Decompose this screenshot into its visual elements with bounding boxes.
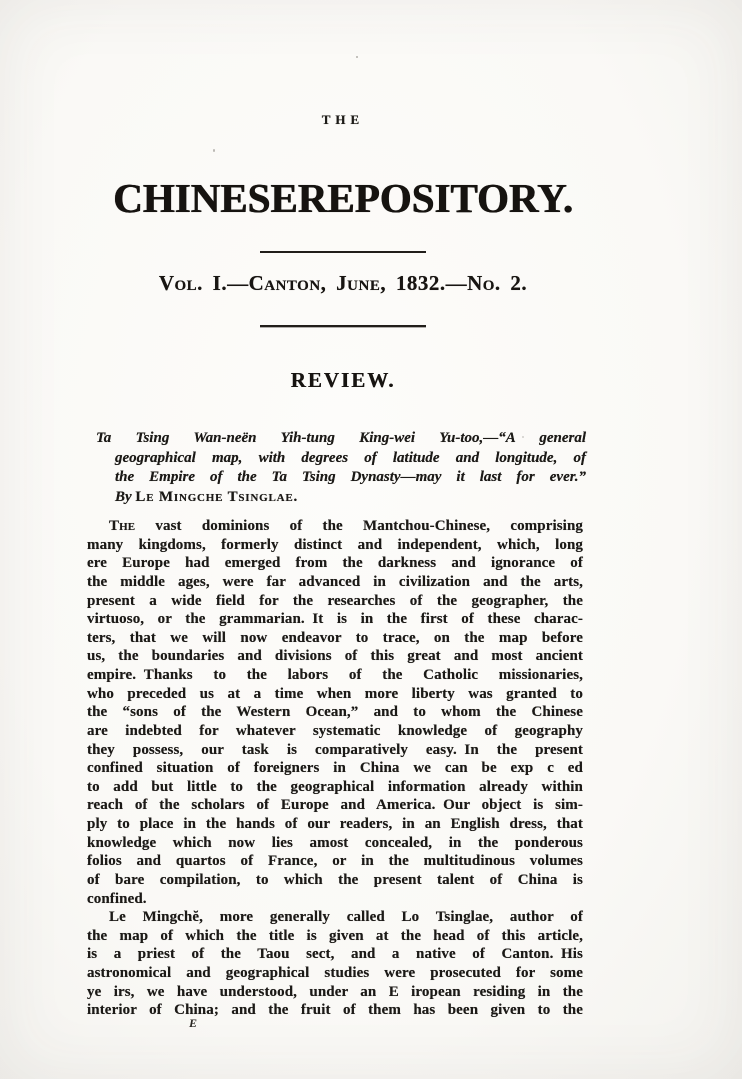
text-line <box>87 592 583 611</box>
text-run: is a priest of the Taou sect, and a native of Canton. His <box>87 946 583 963</box>
text-run: to add but little to the geographical information already within <box>87 778 583 795</box>
text-line <box>87 685 583 704</box>
journal-title: CHINESEREPOSITORY. <box>113 175 573 221</box>
text-run: ply to place in the hands of our readers, in an English dress, that <box>87 816 583 832</box>
text-line <box>87 908 583 927</box>
text-run: confined. <box>87 890 147 907</box>
text-line <box>87 573 583 592</box>
text-line <box>87 945 583 964</box>
section-heading: REVIEW. <box>290 368 396 392</box>
text-run: the “sons of the Western Ocean,” and to whom the Chinese <box>87 704 583 721</box>
scan-speck <box>213 149 215 152</box>
text-line <box>87 741 583 760</box>
text-line <box>87 852 583 871</box>
paragraph-2 <box>87 908 583 1020</box>
text-line <box>87 890 583 909</box>
text-line <box>87 629 583 648</box>
text-line <box>87 610 583 629</box>
text-run: of bare compilation, to which the present talent of China is <box>87 871 583 888</box>
text-run: reach of the scholars of Europe and America. Our object is sim- <box>87 797 583 814</box>
text-run: interior of China; and the fruit of them has been given to the <box>87 1002 583 1019</box>
masthead-the: THE <box>321 112 365 127</box>
text-run: confined situation of foreigners in China we can be exp c ed <box>87 760 583 777</box>
text-line <box>96 488 586 508</box>
text-run: The <box>109 518 136 534</box>
text-run: ters, that we will now endeavor to trace, on the map before <box>87 629 583 646</box>
divider-rule-top <box>260 251 426 253</box>
text-line <box>87 647 583 666</box>
text-run: knowledge which now lies amost concealed, in the ponderous <box>87 834 583 851</box>
text-run: virtuoso, or the grammarian. It is in the first of these charac- <box>87 611 583 628</box>
text-line <box>87 796 583 815</box>
text-run: vast dominions of the Mantchou-Chinese, comprising <box>135 518 583 534</box>
text-line <box>96 468 586 488</box>
text-run: who preceded us at a time when more liberty was granted to <box>87 685 583 702</box>
text-run: many kingdoms, formerly distinct and independent, which, long <box>87 536 583 553</box>
text-run: folios and quartos of France, or in the multitudinous volumes <box>87 853 583 870</box>
text-run: ye irs, we have understood, under an E iropean residing in the <box>87 983 583 1000</box>
text-run: the Empire of the Ta Tsing Dynasty—may it last for ever.” <box>115 469 586 486</box>
volume-dateline: Vol. I.—Canton, June, 1832.—No. 2. <box>158 271 528 295</box>
text-run: geographical map, with degrees of latitude and longitude, of <box>115 449 586 466</box>
text-run: Le Mingche Tsinglae. <box>135 488 299 505</box>
scan-speck <box>356 56 358 58</box>
text-line <box>87 722 583 741</box>
article-citation <box>96 429 586 507</box>
text-line <box>87 759 583 778</box>
text-run: empire. Thanks to the labors of the Catholic missionaries, <box>87 667 583 683</box>
text-line <box>87 964 583 983</box>
text-run: Le Mingchĕ, more generally called Lo Tsinglae, author of <box>109 909 583 926</box>
text-line <box>87 834 583 853</box>
text-line <box>87 554 583 573</box>
paragraph-1 <box>87 517 583 908</box>
text-run: the middle ages, were far advanced in civilization and the arts, <box>87 573 583 590</box>
text-run: present a wide field for the researches of the geographer, the <box>87 592 583 609</box>
text-run: astronomical and geographical studies were prosecuted for some <box>87 965 583 981</box>
text-line <box>87 927 583 946</box>
text-line <box>96 429 586 449</box>
text-line <box>87 703 583 722</box>
text-run: the map of which the title is given at the head of this article, <box>87 927 583 944</box>
text-run: By <box>115 488 136 505</box>
text-line <box>96 449 586 469</box>
text-run: are indebted for whatever systematic knowledge of geography <box>87 722 583 739</box>
text-line <box>87 983 583 1002</box>
signature-mark: E <box>189 1016 198 1030</box>
text-run: they possess, our task is comparatively easy. In the present <box>87 741 583 758</box>
text-run: ere Europe had emerged from the darkness and ignorance of <box>87 555 583 572</box>
scan-speck <box>522 436 524 438</box>
text-run: Ta Tsing Wan-neën Yih-tung King-wei Yu-too,—“A general <box>96 430 586 446</box>
text-line <box>87 871 583 890</box>
text-line <box>87 666 583 685</box>
text-line <box>87 778 583 797</box>
text-line <box>87 536 583 555</box>
text-line <box>87 815 583 834</box>
text-line <box>87 1001 583 1020</box>
divider-rule-bottom <box>260 325 426 327</box>
text-line <box>87 517 583 536</box>
text-run: us, the boundaries and divisions of this great and most ancient <box>87 648 583 665</box>
article-body <box>87 517 583 1020</box>
